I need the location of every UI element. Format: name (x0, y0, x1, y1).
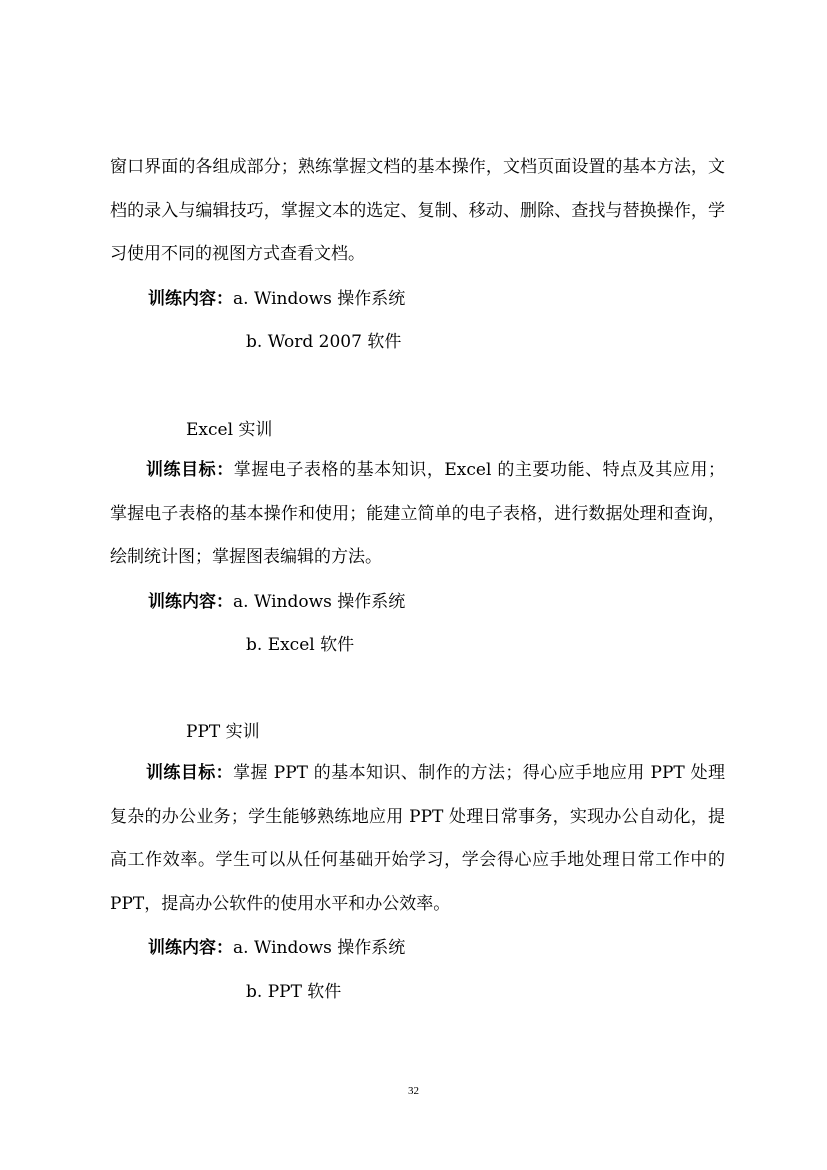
ppt-content-line-a (148, 936, 405, 960)
ppt-goal-text: 掌握 PPT 的基本知识、制作的方法；得心应手地应用 PPT 处理复杂的办公业务；学生能够熟练地应用 PPT 处理日常事务，实现办公自动化，提高工作效率。学生可以从任何基础开始学习，学会得心应手地处理日常工作中的 PPT，提高办公软件的使用水平和办公效率。 (110, 763, 726, 914)
ppt-goal-label: 训练目标： (146, 763, 234, 783)
word-content-line-a (148, 287, 405, 311)
ppt-goal-paragraph (110, 752, 725, 926)
ppt-heading: PPT 实训 (186, 722, 260, 742)
word-content-b: b. Word 2007 软件 (246, 332, 402, 352)
word-content-a: a. Windows 操作系统 (233, 289, 406, 309)
ppt-content-a: a. Windows 操作系统 (233, 938, 406, 958)
excel-content-b: b. Excel 软件 (246, 635, 355, 655)
page-number: 32 (408, 1085, 419, 1097)
excel-content-line-a (148, 590, 405, 614)
word-content-label: 训练内容： (148, 289, 233, 309)
excel-content-a: a. Windows 操作系统 (233, 592, 406, 612)
excel-goal-label: 训练目标： (146, 460, 234, 480)
excel-goal-text: 掌握电子表格的基本知识，Excel 的主要功能、特点及其应用；掌握电子表格的基本操作和使用；能建立简单的电子表格，进行数据处理和查询，绘制统计图；掌握图表编辑的方法。 (110, 460, 725, 567)
excel-heading: Excel 实训 (186, 420, 273, 440)
ppt-content-label: 训练内容： (148, 938, 233, 958)
excel-goal-paragraph (110, 449, 725, 580)
word-goal-continuation: 窗口界面的各组成部分；熟练掌握文档的基本操作，文档页面设置的基本方法，文档的录入与编辑技巧，掌握文本的选定、复制、移动、删除、查找与替换操作，学习使用不同的视图方式查看文档。 (110, 157, 725, 264)
excel-content-label: 训练内容： (148, 592, 233, 612)
ppt-content-b: b. PPT 软件 (246, 982, 342, 1002)
